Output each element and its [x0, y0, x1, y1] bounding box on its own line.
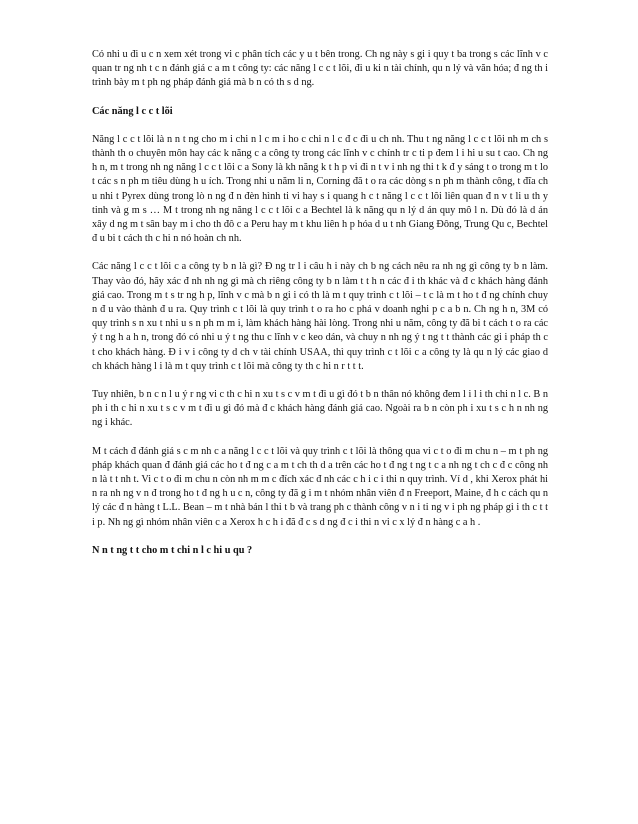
body-paragraph: Năng l c c t lõi là n n t ng cho m i chi n l c m i ho c chi n l c đ c đi u ch nh. Thu t ng năng l c c t lõi nh m ch s thành th o chuyên môn hay các k năng c a công ty trong các lĩnh v c chính tr c ti p đem l i hi u su t cao. Ch ng h n, m t trong nh ng năng l c c t lõi c a Sony là kh năng k t h p vi đi n t v i nh ng thi t k đ y sáng t o trong m t lo t các s n ph m tiêu dùng h u ích. Trong nhi u năm li n, Corning đã t o ra các dòng s n ph m thành công, t đĩa ch u nhi t Pyrex dùng trong lò n ng đ n đèn hình ti vi hay s i quang h c t năng l c c t lõi liên quan đ n v t li u th y tinh và g m s … M t trong nh ng năng l c c t lõi c a Bechtel là k năng qu n lý d án quy mô l n. Dù đó là d án xây d ng m t sân bay m i cho th đô c a Peru hay m t khu liên h p hóa d u t nh Giang Đông, Trung Qu c, Bechtel đ u bi t cách th c hi n nó hoàn ch nh. — [92, 133, 548, 245]
intro-paragraph: Có nhi u đi u c n xem xét trong vi c phân tích các y u t bên trong. Ch ng này s gi i quy t ba trong s các lĩnh v c quan tr ng nh t c n đánh giá c a m t công ty: các năng l c c t lõi, đi u ki n tài chính, qu n lý và văn hóa; đ ng th i trình bày m t ph ng pháp đánh giá mà b n có th s d ng. — [92, 49, 548, 89]
body-paragraph: M t cách đ đánh giá s c m nh c a năng l c c t lõi và quy trình c t lõi là thông qua vi c t o đi m chu n – m t ph ng pháp khách quan đ đánh giá các ho t đ ng c a m t ch th d a trên các ho t đ ng t ng t c a nh ng t ch c đ c công nh n là t t nh t. Vi c t o đi m chu n còn nh m m c đích xác đ nh các c h i c i thi n quy trình. Ví d , khi Xerox phát hi n ra nh ng v n đ trong ho t đ ng h u c n, công ty đã g i m t nhóm nhân viên đ n Freeport, Maine, đ h c cách qu n lý các đ n hàng t L.L. Bean – m t nhà bán l thi t b và trang ph c thành công v n i ti ng v i ph ng pháp gi i th c t t i p. Nh ng gì nhóm nhân viên c a Xerox h c h i đã đ c s d ng đ c i thi n vi c x lý đ n hàng c a h . — [92, 445, 548, 528]
section-heading-core-competencies: Các năng l c c t lõi — [92, 105, 173, 117]
document-body — [92, 48, 548, 572]
body-paragraph: Các năng l c c t lõi c a công ty b n là gì? Đ ng tr l i câu h i này ch b ng cách nêu ra nh ng gì công ty b n làm. Thay vào đó, hãy xác đ nh nh ng gì mà ch riêng công ty b n làm t t h n các đ i th khác và đ c khách hàng đánh giá cao. Trong m t s tr ng h p, lĩnh v c mà b n gi i có th là m t quy trình c t lõi – t c là m t ho t đ ng chính chuy n đ u vào thành đ u ra. Quy trình c t lõi là quy trình t o ra ho c phá v doanh nghi p c a b n. Ch ng h n, 3M có quy trình s n xu t nhi u s n ph m m i, làm khách hàng hài lòng. Trong nhi u năm, công ty đã bi t cách t o ra các ý t ng h a h n, trong đó có nhi u ý t ng thu c lĩnh v c keo dán, và chuy n nh ng ý t ng t t thành các gi i pháp th c t cho khách hàng. Đ i v i công ty d ch v tài chính USAA, thì quy trình c t lõi c a công ty là qu n lý các giao d ch khách hàng l i là m t quy trình c t lõi mà công ty th c hi n r t t t. — [92, 261, 548, 372]
body-paragraph: Tuy nhiên, b n c n l u ý r ng vi c th c hi n xu t s c v m t đi u gì đó t b n thân nó không đem l i l i th chi n l c. B n ph i th c hi n xu t s c v m t đi u gì đó mà đ c khách hàng đánh giá cao. Ngoài ra b n còn ph i xu t s c h n nh ng ng i khác. — [92, 389, 548, 429]
section-heading-strategy-foundation: N n t ng t t cho m t chi n l c hi u qu ? — [92, 544, 253, 556]
